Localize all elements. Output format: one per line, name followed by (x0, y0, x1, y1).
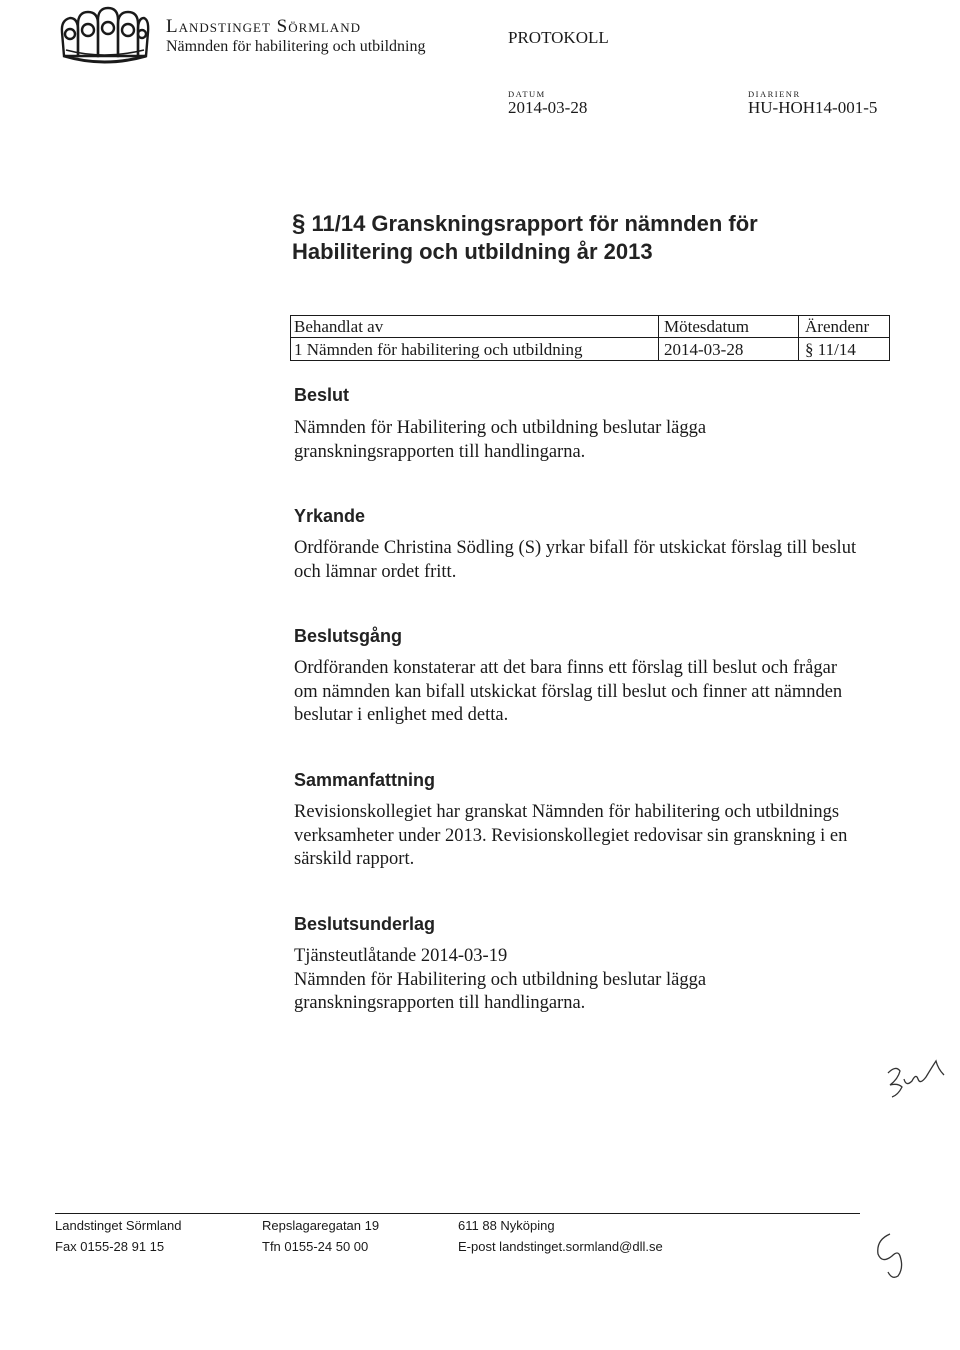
meta-table (290, 315, 890, 361)
table-cell-treated-by: 1 Nämnden för habilitering och utbildning (294, 340, 583, 359)
footer-column-3 (458, 1215, 663, 1257)
footer-text: Repslagaregatan 19 (262, 1218, 380, 1233)
footer-text: E-post landstinget.sormland@dll.se (458, 1239, 663, 1254)
section-body-beslutsunderlag (294, 945, 706, 1016)
title-line-1: 11/14 Granskningsrapport för nämnden för (311, 211, 758, 236)
footer-text: Fax 0155-28 91 15 (55, 1239, 165, 1254)
footer-text: Tfn 0155-24 50 00 (262, 1239, 369, 1254)
page-title (292, 210, 758, 266)
footer-text: 611 88 Nyköping (458, 1218, 555, 1233)
table-cell-case-number: § 11/14 (805, 340, 856, 359)
section-heading-beslutsgang: Beslutsgång (294, 626, 403, 646)
text-line: Nämnden för Habilitering och utbildning beslutar lägga (294, 418, 707, 438)
text-line: särskild rapport. (294, 849, 415, 869)
text-line: och lämnar ordet fritt. (294, 561, 457, 582)
text-line: beslutar i enlighet med detta. (294, 705, 509, 725)
section-body-sammanfattning (294, 801, 847, 872)
text-line: Revisionskollegiet har granskat Nämnden för habilitering och utbildnings (294, 802, 840, 822)
footer-divider (55, 1213, 860, 1214)
handwritten-initials-icon (878, 1055, 948, 1105)
handwritten-page-mark-icon (868, 1222, 928, 1282)
section-body-beslut (294, 417, 706, 464)
title-line-2: Habilitering och utbildning år 2013 (292, 239, 653, 264)
text-line: granskningsrapporten till handlingarna. (294, 993, 586, 1013)
date-value: 2014-03-28 (508, 98, 588, 117)
table-header-case-number: Ärendenr (805, 317, 870, 336)
footer-column-1 (55, 1215, 181, 1257)
registry-number-value: HU-HOH14-001-5 (748, 98, 878, 117)
date-label: DATUM (508, 89, 546, 99)
section-heading-yrkande: Yrkande (294, 506, 366, 526)
text-line: granskningsrapporten till handlingarna. (294, 441, 586, 462)
table-cell-meeting-date: 2014-03-28 (664, 340, 744, 359)
section-heading-beslut: Beslut (294, 385, 350, 405)
text-line: Nämnden för Habilitering och utbildning beslutar lägga (294, 969, 707, 990)
document-type: PROTOKOLL (508, 28, 609, 47)
organization-subtitle: Nämnden för habilitering och utbildning (166, 38, 426, 55)
text-line: Tjänsteutlåtande 2014-03-19 (294, 946, 508, 966)
footer-text: Landstinget Sörmland (55, 1218, 182, 1233)
section-heading-beslutsunderlag: Beslutsunderlag (294, 914, 436, 934)
registry-number-label: DIARIENR (748, 89, 801, 99)
organization-name: Landstinget Sörmland (166, 16, 361, 37)
text-line: Ordförande Christina Södling (S) yrkar bifall för utskickat förslag till beslut (294, 538, 857, 558)
section-body-yrkande (294, 537, 856, 584)
paragraph-sign: § (292, 210, 306, 237)
crown-logo-icon (58, 6, 150, 68)
footer-column-2 (262, 1215, 379, 1257)
section-heading-sammanfattning: Sammanfattning (294, 770, 436, 790)
section-body-beslutsgang (294, 657, 842, 728)
table-header-treated-by: Behandlat av (294, 317, 384, 336)
text-line: Ordföranden konstaterar att det bara finns ett förslag till beslut och frågar (294, 658, 837, 678)
text-line: om nämnden kan bifall utskickat förslag till beslut och finner att nämnden (294, 681, 843, 702)
table-header-meeting-date: Mötesdatum (664, 317, 749, 336)
text-line: verksamheter under 2013. Revisionskollegiet redovisar sin granskning i en (294, 825, 848, 846)
